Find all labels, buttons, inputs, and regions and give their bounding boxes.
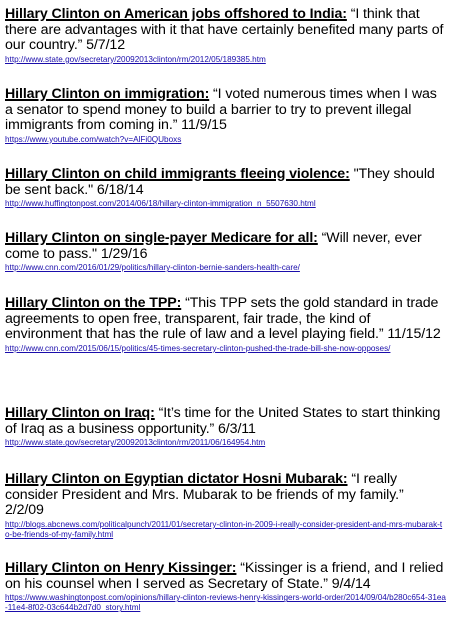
- entry-date: 9/4/14: [331, 575, 371, 592]
- entry-date: 2/2/09: [5, 502, 44, 519]
- source-link[interactable]: https://www.youtube.com/watch?v=AlFi0QUboxs: [5, 134, 182, 144]
- source-link[interactable]: http://blogs.abcnews.com/politicalpunch/2011/01/secretary-clinton-in-2009-i-really-consider-president-and-mrs-mubarak-to-be-friends-of-my-family.html: [5, 519, 443, 539]
- quote-text: [5, 406, 446, 437]
- quote-entry-jobs-india: [5, 7, 446, 65]
- quote-text: [5, 231, 446, 262]
- entry-date: 5/7/12: [86, 37, 125, 54]
- entry-date: 1/29/16: [100, 245, 148, 262]
- entry-heading: Hillary Clinton on immigration:: [5, 86, 210, 102]
- source-link[interactable]: http://www.state.gov/secretary/20092013clinton/rm/2011/06/164954.htm: [5, 438, 266, 448]
- quote-entry-immigration: [5, 87, 446, 145]
- entry-quote: “This TPP sets the gold standard in trade agreements to open free, transparent, fair trade, the kind of environment that has the rule of law and a level playing field.”: [5, 295, 439, 343]
- quote-entry-kissinger: [5, 561, 446, 613]
- entry-quote: “I voted numerous times when I was a senator to spend money to build a barrier to try to prevent illegal immigrants from coming in.”: [5, 86, 437, 134]
- source-link[interactable]: http://www.cnn.com/2015/06/15/politics/45-times-secretary-clinton-pushed-the-trade-bill-she-now-opposes/: [5, 343, 391, 353]
- source-link[interactable]: https://www.washingtonpost.com/opinions/hillary-clinton-reviews-henry-kissingers-world-order/2014/09/04/b280c654-31ea-11e4-8f02-03c644b2d7d0_story.html: [5, 593, 446, 613]
- entry-heading: Hillary Clinton on Egyptian dictator Hosni Mubarak:: [5, 471, 348, 487]
- entry-heading: Hillary Clinton on American jobs offshored to India:: [5, 6, 347, 22]
- entry-quote: “It’s time for the United States to start thinking of Iraq as a business opportunity.”: [5, 405, 441, 437]
- entry-heading: Hillary Clinton on single-payer Medicare for all:: [5, 230, 318, 246]
- source-link[interactable]: http://www.state.gov/secretary/20092013clinton/rm/2012/05/189385.htm: [5, 54, 266, 64]
- entry-quote: "They should be sent back.": [5, 166, 435, 198]
- entry-date: 6/3/11: [218, 420, 256, 437]
- entry-quote: “Kissinger is a friend, and I relied on his counsel when I served as Secretary of State.”: [5, 560, 444, 592]
- entry-quote: “Will never, ever come to pass.": [5, 230, 422, 262]
- quote-text: [5, 87, 446, 134]
- quote-entry-child-immigrants: [5, 167, 446, 209]
- entry-heading: Hillary Clinton on Iraq:: [5, 405, 155, 421]
- entry-heading: Hillary Clinton on child immigrants fleeing violence:: [5, 166, 350, 182]
- quote-entry-mubarak: [5, 472, 446, 540]
- entry-date: 11/15/12: [387, 326, 441, 343]
- entry-heading: Hillary Clinton on the TPP:: [5, 295, 182, 311]
- entry-heading: Hillary Clinton on Henry Kissinger:: [5, 560, 237, 576]
- quote-entry-tpp: [5, 296, 446, 354]
- entry-date: 11/9/15: [181, 117, 227, 134]
- quote-entry-medicare: [5, 231, 446, 273]
- entry-date: 6/18/14: [96, 181, 144, 198]
- quote-text: [5, 561, 446, 592]
- entry-quote: “I think that there are advantages with it that have certainly benefited many parts of our country.”: [5, 6, 444, 54]
- quote-entry-iraq: [5, 406, 446, 448]
- quote-text: [5, 167, 446, 198]
- quote-text: [5, 472, 446, 519]
- quote-text: [5, 7, 446, 54]
- entry-quote: “I really consider President and Mrs. Mubarak to be friends of my family.”: [5, 471, 404, 503]
- source-link[interactable]: http://www.huffingtonpost.com/2014/06/18/hillary-clinton-immigration_n_5507630.html: [5, 199, 316, 209]
- source-link[interactable]: http://www.cnn.com/2016/01/29/politics/hillary-clinton-bernie-sanders-health-care/: [5, 263, 300, 273]
- quote-text: [5, 296, 446, 343]
